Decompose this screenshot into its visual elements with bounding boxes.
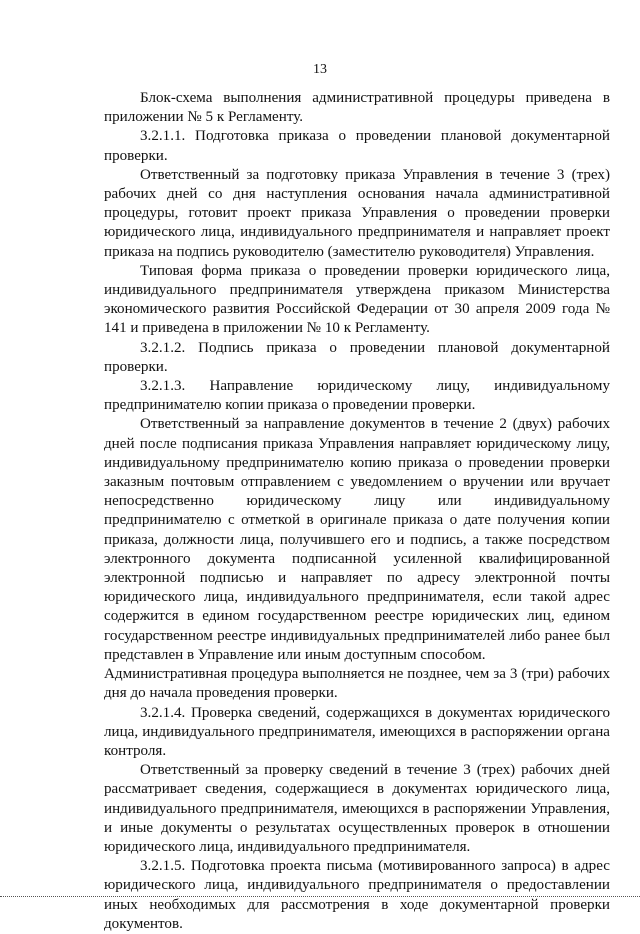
page-number: 13: [313, 62, 327, 77]
paragraph-order-preparation: Ответственный за подготовку приказа Управления в течение 3 (трех) рабочих дней со дня наступления основания начала административной процедуры, готовит проект приказа Управления о проведении проверки юридического лица, индивидуального предпринимателя и направляет проект приказа на подпись руководителю (заместителю руководителя) Управления.: [104, 166, 610, 260]
paragraph-sending-documents: Ответственный за направление документов в течение 2 (двух) рабочих дней после подписания приказа Управления направляет юридическому лицу, индивидуальному предпринимателю копию приказа о проведении проверки заказным почтовым отправлением с уведомлением о вручении или вручает непосредственно юридическому лицу или индивидуальному предпринимателю с отметкой в оригинале приказа о дате получения копии приказа, должности лица, получившего его и подпись, а также посредством электронного документа подписанной усиленной квалифицированной электронной подписью и направляет по адресу электронной почты юридического лица, индивидуального предпринимателя, если такой адрес содержится в едином государственном реестре юридических лиц, едином государственном реестре индивидуальных предпринимателей либо ранее был представлен в Управление или иным доступным способом.: [104, 416, 610, 663]
paragraph-3-2-1-2: 3.2.1.2. Подпись приказа о проведении плановой документарной проверки.: [104, 339, 610, 375]
paragraph-3-2-1-1: 3.2.1.1. Подготовка приказа о проведении плановой документарной проверки.: [104, 128, 610, 164]
footer-divider: [0, 896, 640, 897]
paragraph-block-scheme: Блок-схема выполнения административной процедуры приведена в приложении № 5 к Регламенту.: [104, 90, 610, 126]
paragraph-3-2-1-4: 3.2.1.4. Проверка сведений, содержащихся в документах юридического лица, индивидуального предпринимателя, имеющихся в распоряжении органа контроля.: [104, 704, 610, 759]
paragraph-standard-form: Типовая форма приказа о проведении проверки юридического лица, индивидуального предпринимателя утверждена приказом Министерства экономического развития Российской Федерации от 30 апреля 2009 года № 141 и приведена в приложении № 10 к Регламенту.: [104, 262, 610, 337]
document-body: [104, 89, 610, 934]
paragraph-deadline: Административная процедура выполняется не позднее, чем за 3 (три) рабочих дня до начала проведения проверки.: [104, 666, 610, 702]
paragraph-3-2-1-3: 3.2.1.3. Направление юридическому лицу, индивидуальному предпринимателю копии приказа о проведении проверки.: [104, 378, 610, 414]
paragraph-3-2-1-5: 3.2.1.5. Подготовка проекта письма (мотивированного запроса) в адрес юридического лица, индивидуального предпринимателя о предоставлении иных необходимых для рассмотрения в ходе документарной проверки документов.: [104, 858, 610, 932]
paragraph-information-check: Ответственный за проверку сведений в течение 3 (трех) рабочих дней рассматривает сведения, содержащиеся в документах юридического лица, индивидуального предпринимателя, имеющихся в распоряжении Управления, и иные документы о результатах осуществленных проверок в отношении юридического лица, индивидуального предпринимателя.: [104, 762, 610, 855]
